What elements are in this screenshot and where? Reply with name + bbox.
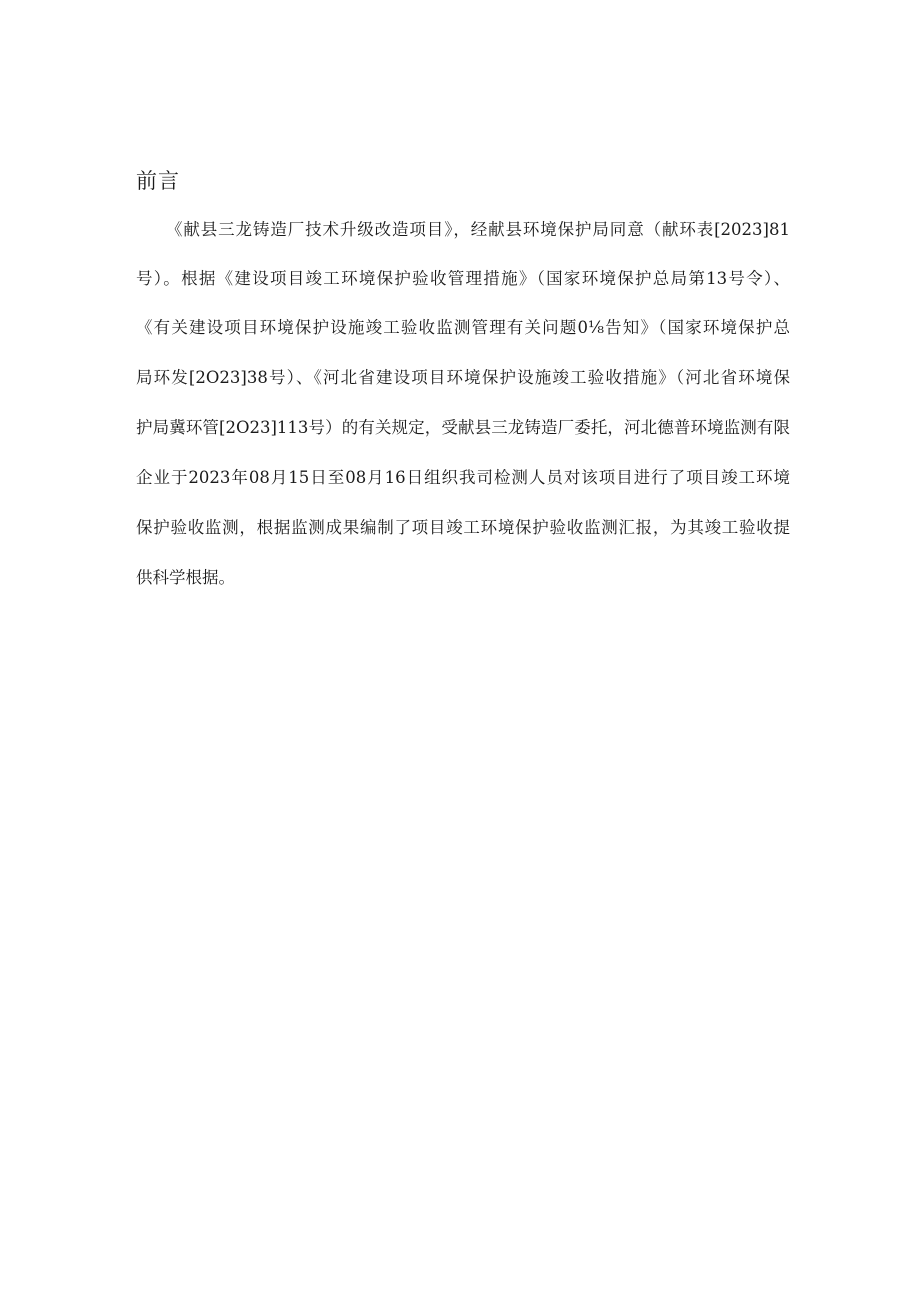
paragraph-line: 《有关建设项目环境保护设施竣工验收监测管理有关问题0⅛告知》（国家环境保护总 (136, 318, 790, 337)
paragraph-line: 号）。根据《建设项目竣工环境保护验收管理措施》（国家环境保护总局第13号令）、 (136, 269, 790, 288)
paragraph-line: 局环发[2O23]38号）、《河北省建设项目环境保护设施竣工验收措施》（河北省环境保 (136, 368, 790, 387)
paragraph-line: 供科学根据。 (136, 568, 235, 587)
section-heading: 前言 (136, 169, 180, 193)
paragraph-line: 企业于2023年08月15日至08月16日组织我司检测人员对该项目进行了项目竣工环境 (136, 468, 790, 487)
paragraph-line: 护局冀环管[2O23]113号）的有关规定，受献县三龙铸造厂委托，河北德普环境监测有限 (136, 418, 790, 437)
paragraph-line: 《献县三龙铸造厂技术升级改造项目》，经献县环境保护局同意（献环表[2023]81 (166, 220, 790, 239)
paragraph-line: 保护验收监测，根据监测成果编制了项目竣工环境保护验收监测汇报，为其竣工验收提 (136, 518, 790, 537)
